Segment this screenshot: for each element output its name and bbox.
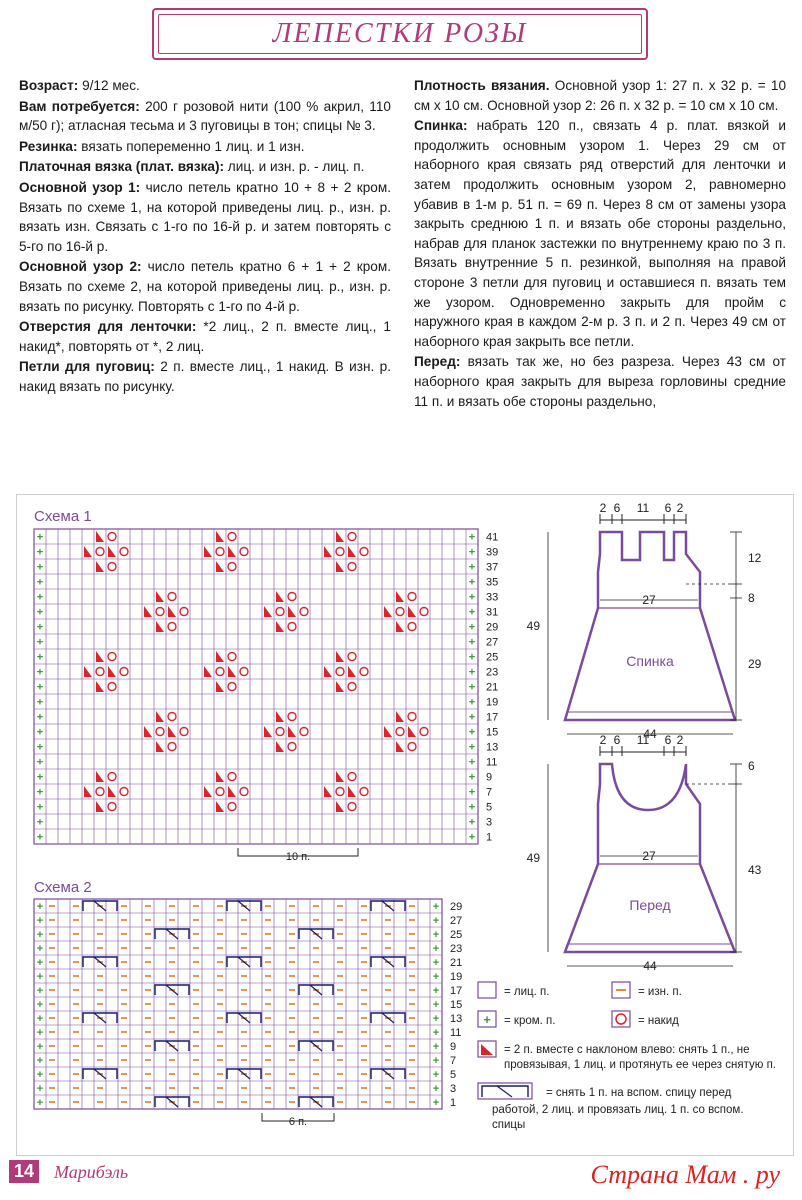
symbol-legend [478, 982, 776, 1131]
edge-stitch-mark: + [468, 591, 476, 604]
legend-cable-1: = снять 1 п. на вспом. спицу перед [546, 1087, 732, 1099]
edge-stitch-mark: + [432, 1041, 440, 1053]
right-dimension: 6 [748, 759, 755, 773]
top-dimension: 6 [613, 501, 621, 515]
paragraph-text: 9/12 мес. [78, 78, 140, 93]
row-label: 5 [450, 1069, 457, 1081]
yoke-width: 27 [642, 849, 656, 863]
edge-stitch-mark: + [432, 1069, 440, 1081]
row-label: 37 [486, 561, 499, 574]
edge-stitch-mark: + [468, 621, 476, 634]
edge-stitch-mark: + [36, 576, 44, 589]
row-label: 33 [486, 591, 499, 604]
edge-stitch-mark: + [468, 831, 476, 844]
schema2-chart [34, 899, 462, 1128]
edge-stitch-mark: + [468, 666, 476, 679]
bottom-width: 44 [643, 959, 657, 973]
edge-stitch-mark: + [468, 636, 476, 649]
paragraph-text: *2 лиц., 2 п. вместе лиц., 1 накид*, повторять от *, 2 лиц. [19, 319, 391, 354]
repeat-label: 6 п. [288, 1116, 308, 1128]
edge-stitch-mark: + [36, 831, 44, 844]
right-dimension: 8 [748, 591, 755, 605]
row-label: 7 [450, 1055, 457, 1067]
row-label: 13 [450, 1013, 463, 1025]
row-label: 3 [450, 1083, 457, 1095]
paragraph-text: набрать 120 п., связать 4 р. плат. вязкой и продолжить основным узором 1. Через 29 см от наборного края связать ряд отверстий для ленточки и затем продолжить основным узором 2, равномерно убавив в 1-м р. 51 п. = 69 п. Через 8 см от замены узора закрыть среднюю 1 п. и вязать обе стороны раздельно, набрав для планок застежки по внутреннему краю по 3 п. Вязать внутренние 5 п. резинкой, выполняя на правой стороне 3 петли для пуговиц и оставшиеся п. вязать тем же узором. Одновременно закрыть для пройм с наружного края в каждом 2-м р. 3 п. и 2 п. Через 49 см от наборного края закрыть все петли. [414, 118, 786, 349]
edge-stitch-mark: + [36, 666, 44, 679]
edge-stitch-mark: + [432, 985, 440, 997]
edge-stitch-mark: + [468, 531, 476, 544]
row-label: 41 [486, 531, 499, 544]
back-schematic [527, 501, 762, 741]
edge-stitch-mark: + [468, 681, 476, 694]
paragraph-text: 2 п. вместе лиц., 1 накид. В изн. р. накид вязать по рисунку. [19, 359, 391, 394]
top-dimension: 11 [636, 733, 650, 747]
paragraph-heading: Возраст: [19, 78, 79, 93]
edge-stitch-mark: + [432, 1027, 440, 1039]
row-label: 5 [486, 801, 493, 814]
edge-stitch-mark: + [468, 786, 476, 799]
edge-stitch-mark: + [36, 696, 44, 709]
legend-decrease-2: провязывая, 1 лиц. и протянуть ее через снятую п. [504, 1059, 776, 1071]
edge-stitch-mark: + [36, 1069, 44, 1081]
schema1-grid-frame [34, 529, 478, 844]
edge-stitch-mark: + [36, 999, 44, 1011]
site-watermark: Страна Мам . ру [590, 1160, 780, 1189]
row-label: 9 [486, 771, 493, 784]
row-label: 17 [450, 985, 463, 997]
row-label: 35 [486, 576, 499, 589]
row-label: 25 [486, 651, 499, 664]
top-dimension: 2 [676, 501, 684, 515]
legend-edge: = кром. п. [504, 1015, 556, 1027]
top-dimension: 6 [664, 501, 672, 515]
edge-stitch-mark: + [36, 1055, 44, 1067]
row-label: 29 [486, 621, 499, 634]
edge-stitch-mark: + [432, 929, 440, 941]
edge-stitch-mark: + [468, 696, 476, 709]
edge-stitch-mark: + [36, 681, 44, 694]
paragraph-heading: Спинка: [414, 118, 468, 134]
edge-stitch-mark: + [468, 801, 476, 814]
edge-stitch-mark: + [36, 636, 44, 649]
edge-stitch-mark: + [36, 591, 44, 604]
edge-stitch-mark: + [36, 726, 44, 739]
edge-stitch-mark: + [36, 786, 44, 799]
paragraph-heading: Петли для пуговиц: [19, 359, 155, 375]
edge-stitch-mark: + [432, 901, 440, 913]
row-label: 9 [450, 1041, 457, 1053]
edge-stitch-mark: + [432, 957, 440, 969]
row-label: 19 [486, 696, 499, 709]
top-dimension: 6 [613, 733, 621, 747]
row-label: 39 [486, 546, 499, 559]
edge-stitch-mark: + [468, 606, 476, 619]
legend-cable-2: работой, 2 лиц. и провязать лиц. 1 п. со вспом. [492, 1104, 744, 1116]
edge-stitch-mark: + [432, 971, 440, 983]
row-label: 23 [486, 666, 499, 679]
right-dimension: 43 [748, 863, 762, 877]
knit-symbol-box [478, 982, 496, 998]
row-label: 27 [450, 915, 463, 927]
edge-stitch-mark: + [468, 741, 476, 754]
edge-stitch-mark: + [36, 801, 44, 814]
row-label: 1 [450, 1097, 457, 1109]
paragraph-heading: Отверстия для ленточки: [19, 319, 197, 335]
edge-stitch-mark: + [36, 756, 44, 769]
edge-stitch-mark: + [36, 561, 44, 574]
legend-purl: = изн. п. [638, 986, 682, 998]
row-label: 29 [450, 901, 463, 913]
row-label: 3 [486, 816, 493, 829]
row-label: 21 [450, 957, 463, 969]
row-label: 11 [486, 756, 498, 769]
edge-stitch-mark: + [468, 711, 476, 724]
edge-stitch-mark: + [432, 915, 440, 927]
edge-stitch-mark: + [36, 1013, 44, 1025]
edge-stitch-mark: + [36, 546, 44, 559]
edge-stitch-mark: + [36, 985, 44, 997]
total-height: 49 [526, 619, 540, 633]
row-label: 19 [450, 971, 463, 983]
edge-stitch-mark: + [36, 741, 44, 754]
paragraph-text: вязать так же, но без разреза. Через 43 см от наборного края закрыть для выреза горловины средние 11 п. и вязать обе стороны раздельно, [414, 354, 786, 409]
edge-stitch-mark: + [36, 915, 44, 927]
total-height: 49 [526, 851, 540, 865]
edge-stitch-mark: + [432, 1083, 440, 1095]
top-dimension: 2 [599, 501, 607, 515]
paragraph-heading: Основной узор 1: [19, 179, 141, 195]
row-label: 17 [486, 711, 499, 724]
edge-stitch-mark: + [468, 756, 476, 769]
edge-stitch-mark: + [36, 651, 44, 664]
row-label: 23 [450, 943, 463, 955]
paragraph-text: Основной узор 1: 27 п. х 32 р. = 10 см х 10 см. Основной узор 2: 26 п. х 32 р. = 10 см х 10 см. [414, 78, 786, 113]
right-dimension: 12 [748, 551, 762, 565]
right-dimension: 29 [748, 657, 762, 671]
garment-outline [565, 532, 735, 720]
legend-cable-3: спицы [492, 1119, 526, 1131]
edge-stitch-mark: + [432, 943, 440, 955]
paragraph-heading: Основной узор 2: [19, 259, 142, 275]
paragraph-text: число петель кратно 10 + 8 + 2 кром. Вязать по схеме 1, на которой приведены лиц. р., изн. р. вязать изн. Связать с 1-го по 16-й р. и затем повторять с 5-го по 16-й р. [19, 179, 391, 254]
edge-stitch-mark: + [36, 1083, 44, 1095]
edge-stitch-mark: + [432, 1013, 440, 1025]
edge-stitch-mark: + [36, 901, 44, 913]
magazine-name: Марибэль [54, 1162, 129, 1182]
edge-stitch-mark: + [468, 651, 476, 664]
legend-yo: = накид [638, 1015, 679, 1027]
edge-stitch-mark: + [432, 1055, 440, 1067]
schema1-chart [34, 529, 498, 863]
edge-stitch-mark: + [468, 726, 476, 739]
edge-stitch-mark: + [36, 771, 44, 784]
edge-stitch-mark: + [36, 1041, 44, 1053]
legend-knit: = лиц. п. [504, 986, 550, 998]
paragraph-heading: Резинка: [19, 138, 78, 154]
row-label: 15 [486, 726, 499, 739]
edge-stitch-mark: + [468, 546, 476, 559]
page-number: 14 [9, 1160, 39, 1183]
edge-stitch-mark: + [36, 606, 44, 619]
row-label: 31 [486, 606, 499, 619]
edge-stitch-mark: + [36, 711, 44, 724]
schematic-title: Спинка [626, 653, 674, 669]
row-label: 27 [486, 636, 499, 649]
row-label: 15 [450, 999, 463, 1011]
edge-stitch-mark: + [36, 971, 44, 983]
edge-stitch-mark: + [36, 1097, 44, 1109]
paragraph-heading: Вам потребуется: [19, 98, 140, 114]
schematic-title: Перед [629, 897, 671, 913]
edge-stitch-mark: + [468, 816, 476, 829]
repeat-label: 10 п. [285, 851, 311, 863]
top-dimension: 2 [599, 733, 607, 747]
bottom-width: 44 [643, 727, 657, 741]
paragraph-text: лиц. и изн. р. - лиц. п. [224, 159, 365, 175]
row-label: 13 [486, 741, 499, 754]
edge-stitch-mark: + [36, 816, 44, 829]
row-label: 21 [486, 681, 499, 694]
row-label: 25 [450, 929, 463, 941]
yoke-width: 27 [642, 593, 656, 607]
paragraph-heading: Перед: [414, 354, 461, 370]
top-dimension: 6 [664, 733, 672, 747]
edge-stitch-mark: + [468, 561, 476, 574]
edge-stitch-mark: + [36, 943, 44, 955]
edge-stitch-mark: + [432, 1097, 440, 1109]
paragraph-heading: Платочная вязка (плат. вязка): [19, 159, 225, 175]
row-label: 7 [486, 786, 493, 799]
edge-symbol: + [483, 1012, 491, 1027]
edge-stitch-mark: + [468, 576, 476, 589]
paragraph-text: 200 г розовой нити (100 % акрил, 110 м/50 г); атласная тесьма и 3 пуговицы в тон; спицы № 3. [19, 98, 391, 134]
schema2-title: Схема 2 [34, 879, 92, 896]
paragraph-text: вязать попеременно 1 лиц. и 1 изн. [77, 138, 305, 154]
edge-stitch-mark: + [36, 531, 44, 544]
edge-stitch-mark: + [36, 929, 44, 941]
edge-stitch-mark: + [36, 621, 44, 634]
row-label: 11 [450, 1027, 462, 1039]
paragraph-text: число петель кратно 6 + 1 + 2 кром. Вязать по схеме 2, на которой приведены лиц. р., изн. р. вязать по рисунку. Повторять с 1-го по 4-й р. [19, 259, 391, 314]
row-label: 1 [486, 831, 493, 844]
legend-decrease-1: = 2 п. вместе с наклоном влево: снять 1 п., не [504, 1044, 750, 1056]
schema1-title: Схема 1 [34, 508, 92, 525]
front-schematic [527, 733, 762, 973]
edge-stitch-mark: + [468, 771, 476, 784]
top-dimension: 11 [636, 501, 650, 515]
page-title: ЛЕПЕСТКИ РОЗЫ [272, 18, 528, 49]
edge-stitch-mark: + [36, 957, 44, 969]
top-dimension: 2 [676, 733, 684, 747]
edge-stitch-mark: + [36, 1027, 44, 1039]
paragraph-heading: Плотность вязания. [414, 78, 550, 93]
edge-stitch-mark: + [432, 999, 440, 1011]
